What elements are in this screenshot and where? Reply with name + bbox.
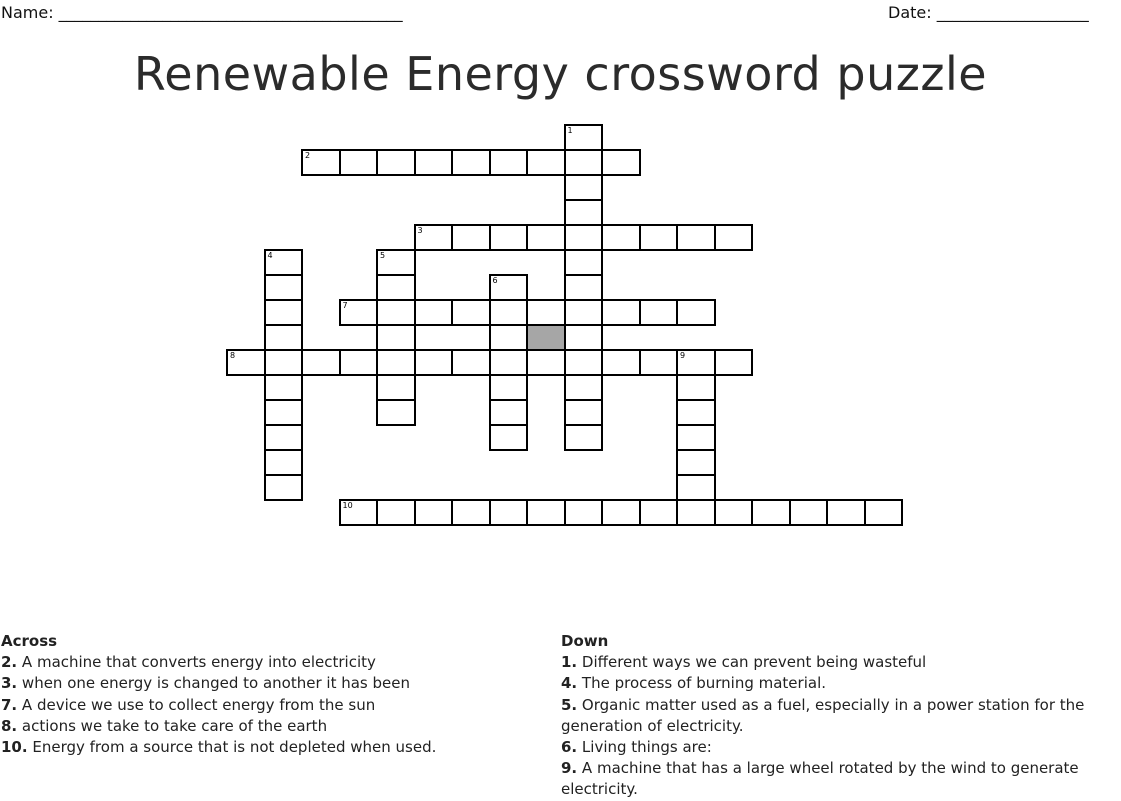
crossword-cell[interactable] (489, 274, 529, 301)
crossword-cell[interactable] (376, 149, 416, 176)
crossword-cell[interactable] (414, 224, 454, 251)
crossword-cell[interactable] (676, 349, 716, 376)
crossword-cell[interactable] (489, 499, 529, 526)
crossword-cell[interactable] (639, 499, 679, 526)
clue-text: Energy from a source that is not depleted when used. (32, 738, 437, 757)
clue-text: A device we use to collect energy from the sun (21, 695, 376, 714)
crossword-cell[interactable] (564, 499, 604, 526)
crossword-cell[interactable] (564, 274, 604, 301)
crossword-cell[interactable] (601, 149, 641, 176)
crossword-cell[interactable] (751, 499, 791, 526)
crossword-cell[interactable] (264, 299, 304, 326)
crossword-cell[interactable] (676, 374, 716, 401)
clue-number-label: 3 (417, 226, 423, 235)
crossword-cell[interactable] (489, 149, 529, 176)
name-field[interactable]: Name: ___________________________________________ (1, 3, 403, 22)
crossword-cell[interactable] (676, 449, 716, 476)
crossword-cell[interactable] (339, 299, 379, 326)
crossword-cell[interactable] (564, 324, 604, 351)
clue-number-label: 6 (492, 276, 498, 285)
clue-number: 6. (561, 738, 578, 757)
crossword-cell[interactable] (489, 324, 529, 351)
crossword-cell[interactable] (639, 299, 679, 326)
clue-number-label: 4 (267, 251, 273, 260)
crossword-cell[interactable] (376, 499, 416, 526)
clue-number: 8. (1, 716, 18, 735)
crossword-cell[interactable] (376, 274, 416, 301)
clue-text: Living things are: (581, 738, 712, 757)
crossword-cell[interactable] (601, 299, 641, 326)
shaded-cell (526, 324, 566, 351)
clue-number-label: 9 (680, 351, 686, 360)
crossword-cell[interactable] (414, 149, 454, 176)
crossword-cell[interactable] (714, 349, 754, 376)
crossword-cell[interactable] (414, 349, 454, 376)
crossword-cell[interactable] (376, 374, 416, 401)
down-clues (561, 631, 1106, 801)
crossword-cell[interactable] (301, 149, 341, 176)
crossword-cell[interactable] (526, 224, 566, 251)
crossword-cell[interactable] (226, 349, 266, 376)
crossword-cell[interactable] (489, 299, 529, 326)
clue-text: when one energy is changed to another it has been (21, 674, 410, 693)
clue-text: Organic matter used as a fuel, especially in a power station for the generation of electricity. (561, 695, 1085, 735)
clue-item (1, 737, 541, 758)
crossword-cell[interactable] (564, 424, 604, 451)
clue-text: The process of burning material. (581, 674, 827, 693)
crossword-cell[interactable] (264, 474, 304, 501)
crossword-cell[interactable] (601, 499, 641, 526)
clue-item (1, 716, 541, 737)
crossword-cell[interactable] (301, 349, 341, 376)
across-heading: Across (1, 632, 58, 650)
crossword-cell[interactable] (489, 374, 529, 401)
clue-number: 9. (561, 759, 578, 778)
crossword-cell[interactable] (376, 249, 416, 276)
crossword-cell[interactable] (639, 224, 679, 251)
crossword-cell[interactable] (564, 374, 604, 401)
crossword-cell[interactable] (264, 349, 304, 376)
crossword-cell[interactable] (676, 224, 716, 251)
crossword-cell[interactable] (264, 449, 304, 476)
clue-number: 1. (561, 653, 578, 672)
crossword-cell[interactable] (414, 499, 454, 526)
crossword-cell[interactable] (264, 274, 304, 301)
crossword-cell[interactable] (376, 324, 416, 351)
clue-number-label: 2 (305, 151, 311, 160)
clue-number: 4. (561, 674, 578, 693)
crossword-cell[interactable] (489, 349, 529, 376)
crossword-cell[interactable] (451, 149, 491, 176)
crossword-cell[interactable] (264, 324, 304, 351)
clue-number: 2. (1, 653, 18, 672)
crossword-cell[interactable] (564, 124, 604, 151)
crossword-cell[interactable] (526, 299, 566, 326)
clue-item (561, 673, 1106, 694)
crossword-cell[interactable] (489, 424, 529, 451)
clue-number: 10. (1, 738, 28, 757)
crossword-cell[interactable] (526, 499, 566, 526)
crossword-cell[interactable] (564, 249, 604, 276)
crossword-cell[interactable] (826, 499, 866, 526)
crossword-cell[interactable] (564, 199, 604, 226)
crossword-cell[interactable] (264, 374, 304, 401)
clue-text: A machine that converts energy into electricity (21, 653, 376, 672)
clue-text: actions we take to take care of the earth (21, 716, 328, 735)
crossword-cell[interactable] (639, 349, 679, 376)
crossword-cell[interactable] (564, 149, 604, 176)
crossword-cell[interactable] (376, 399, 416, 426)
clue-item (561, 737, 1106, 758)
clue-number-label: 8 (230, 351, 236, 360)
crossword-cell[interactable] (789, 499, 829, 526)
crossword-cell[interactable] (676, 474, 716, 501)
crossword-cell[interactable] (601, 349, 641, 376)
crossword-cell[interactable] (451, 224, 491, 251)
crossword-cell[interactable] (451, 299, 491, 326)
clue-number-label: 10 (342, 501, 353, 510)
clue-number-label: 7 (342, 301, 348, 310)
crossword-cell[interactable] (376, 299, 416, 326)
down-heading: Down (561, 632, 609, 650)
across-clues (1, 631, 541, 758)
clue-item (561, 652, 1106, 673)
crossword-cell[interactable] (264, 399, 304, 426)
clue-number: 3. (1, 674, 18, 693)
clue-text: Different ways we can prevent being wasteful (581, 653, 927, 672)
crossword-cell[interactable] (414, 299, 454, 326)
clue-text: A machine that has a large wheel rotated by the wind to generate electricity. (561, 759, 1079, 799)
page-title: Renewable Energy crossword puzzle (133, 47, 988, 101)
crossword-cell[interactable] (564, 349, 604, 376)
crossword-cell[interactable] (451, 349, 491, 376)
crossword-cell[interactable] (376, 349, 416, 376)
crossword-cell[interactable] (564, 174, 604, 201)
crossword-cell[interactable] (339, 349, 379, 376)
crossword-cell[interactable] (676, 424, 716, 451)
clue-number-label: 5 (380, 251, 386, 260)
date-field[interactable]: Date: ___________________ (888, 3, 1089, 22)
crossword-cell[interactable] (714, 224, 754, 251)
crossword-cell[interactable] (526, 349, 566, 376)
clue-item (1, 652, 541, 673)
clue-item (561, 695, 1106, 737)
clue-number: 5. (561, 695, 578, 714)
crossword-cell[interactable] (564, 399, 604, 426)
clue-item (1, 695, 541, 716)
crossword-cell[interactable] (564, 299, 604, 326)
clue-item (1, 673, 541, 694)
crossword-cell[interactable] (714, 499, 754, 526)
crossword-cell[interactable] (564, 224, 604, 251)
crossword-cell[interactable] (676, 499, 716, 526)
crossword-cell[interactable] (864, 499, 904, 526)
clue-number-label: 1 (567, 126, 573, 135)
crossword-cell[interactable] (676, 399, 716, 426)
crossword-cell[interactable] (339, 499, 379, 526)
clue-item (561, 758, 1106, 800)
crossword-cell[interactable] (489, 224, 529, 251)
crossword-cell[interactable] (601, 224, 641, 251)
crossword-cell[interactable] (489, 399, 529, 426)
crossword-cell[interactable] (676, 299, 716, 326)
crossword-cell[interactable] (339, 149, 379, 176)
clue-number: 7. (1, 695, 18, 714)
crossword-cell[interactable] (264, 424, 304, 451)
crossword-cell[interactable] (264, 249, 304, 276)
crossword-cell[interactable] (526, 149, 566, 176)
crossword-cell[interactable] (451, 499, 491, 526)
